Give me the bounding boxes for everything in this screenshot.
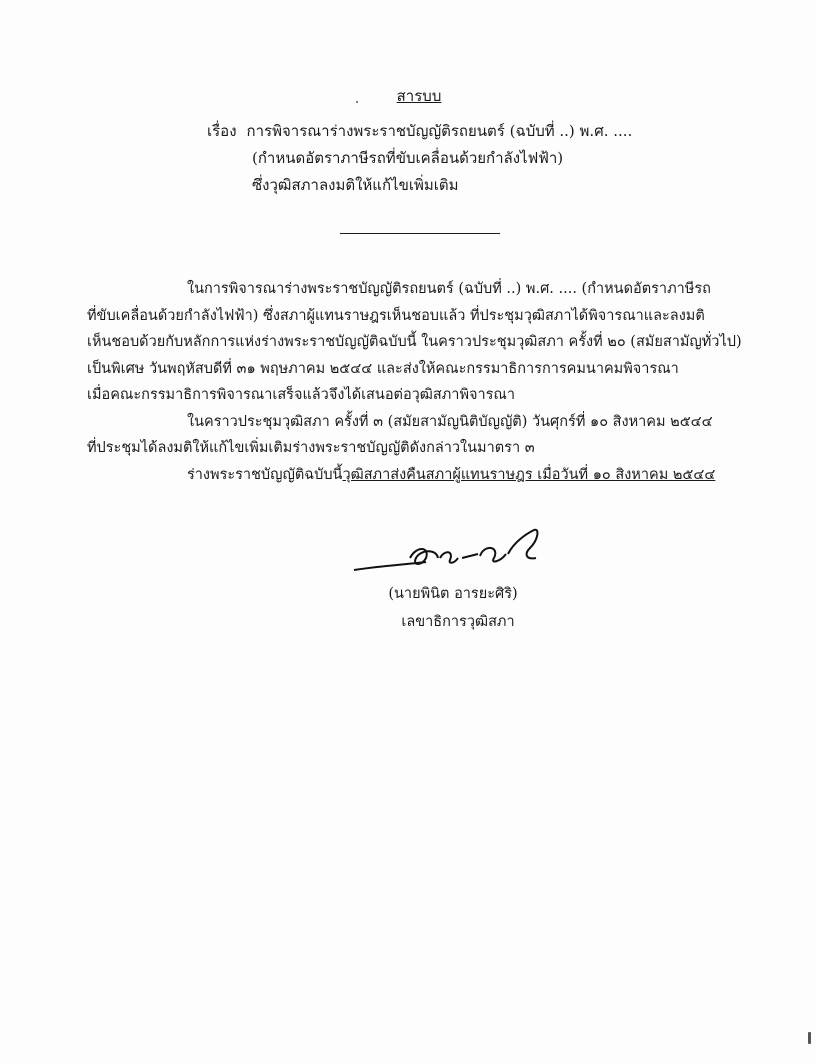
body-line: ในคราวประชุมวุฒิสภา ครั้งที่ ๓ (สมัยสามัญนิติบัญญัติ) วันศุกร์ที่ ๑๐ สิงหาคม ๒๕๔๔ [187, 413, 713, 430]
subject-label: เรื่อง [207, 122, 237, 140]
subject-text-1: การพิจารณาร่างพระราชบัญญัติรถยนตร์ (ฉบับที่ ..) พ.ศ. .... [246, 122, 633, 140]
body-text [87, 276, 742, 488]
document-heading [0, 84, 816, 108]
subject-block [207, 118, 632, 199]
body-line: ที่ขับเคลื่อนด้วยกำลังไฟฟ้า) ซึ่งสภาผู้แทนราษฎรเห็นชอบแล้ว ที่ประชุมวุฒิสภาได้พิจารณาและลงมติ [87, 307, 705, 324]
handwritten-signature [350, 528, 550, 578]
signatory-block [0, 580, 816, 636]
signatory-position: เลขาธิการวุฒิสภา [401, 614, 515, 630]
final-prefix: ร่างพระราชบัญญัติฉบับนี้ [187, 466, 343, 483]
body-line: เมื่อคณะกรรมาธิการพิจารณาเสร็จแล้วจึงได้เสนอต่อวุฒิสภาพิจารณา [87, 387, 516, 403]
body-line: เป็นพิเศษ วันพฤหัสบดีที่ ๓๑ พฤษภาคม ๒๕๔๔ และส่งให้คณะกรรมาธิการการคมนาคมพิจารณา [87, 360, 679, 377]
body-line: ที่ประชุมได้ลงมติให้แก้ไขเพิ่มเติมร่างพระราชบัญญัติดังกล่าวในมาตรา ๓ [87, 440, 535, 456]
scan-speck [356, 101, 358, 103]
body-line: เห็นชอบด้วยกับหลักการแห่งร่างพระราชบัญญัติฉบับนี้ ในคราวประชุมวุฒิสภา ครั้งที่ ๒๐ (สมัยสามัญทั่วไป) [87, 334, 742, 350]
divider-line [340, 233, 500, 234]
body-line-final [87, 462, 737, 489]
heading-text: สารบบ [396, 87, 442, 105]
scan-speck [808, 1032, 811, 1044]
body-line: ในการพิจารณาร่างพระราชบัญญัติรถยนตร์ (ฉบับที่ ..) พ.ศ. .... (กำหนดอัตราภาษีรถ [187, 281, 711, 297]
subject-line-2: (กำหนดอัตราภาษีรถที่ขับเคลื่อนด้วยกำลังไฟฟ้า) [252, 149, 564, 167]
final-underlined: วุฒิสภาส่งคืนสภาผู้แทนราษฎร เมื่อวันที่ ๑๐ สิงหาคม ๒๕๔๔ [342, 466, 716, 483]
signatory-name: (นายพินิต อารยะศิริ) [388, 586, 518, 602]
subject-line-1 [207, 118, 632, 145]
subject-line-3: ซึ่งวุฒิสภาลงมติให้แก้ไขเพิ่มเติม [252, 176, 459, 194]
